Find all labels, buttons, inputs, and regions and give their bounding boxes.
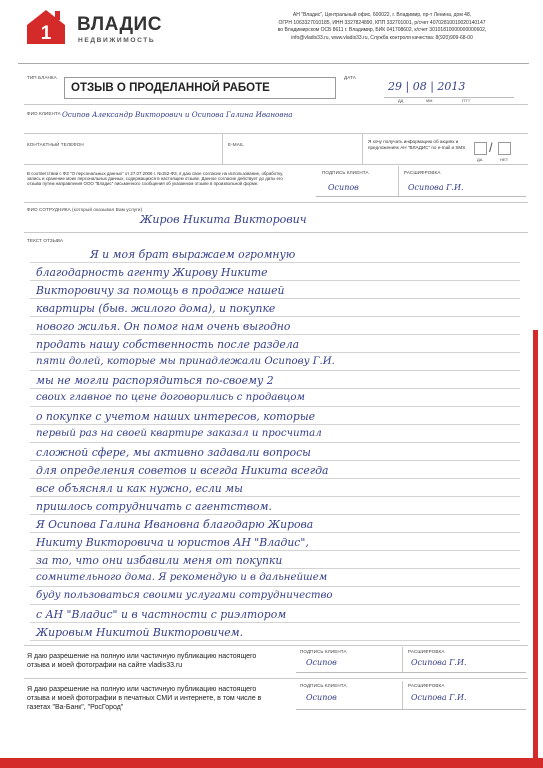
date-dd: ДД	[398, 99, 404, 103]
company-line: АН "Владис", Центральный офис, 600022, г. Владимир, пр-т Ленина, дом 48,	[292, 12, 472, 18]
review-line: продать нашу собственность после раздела	[36, 338, 300, 351]
review-area[interactable]	[30, 244, 522, 644]
review-line: Викторовичу за помощь в продаже нашей	[36, 284, 285, 297]
review-line: с АН "Владис" и в частности с риэлтором	[36, 608, 287, 621]
red-side-bar	[533, 330, 538, 768]
review-line: квартиры (быв. жилого дома), и покупке	[36, 302, 276, 315]
company-line: во Владимирском ОСБ 8611 г. Владимир, БИК 041708602, к/счет 30101810000000000602,	[277, 27, 487, 34]
type-label: ТИП БЛАНКА	[27, 75, 57, 80]
review-line: благодарность агенту Жирову Никите	[36, 266, 268, 279]
employee-label: ФИО СОТРУДНИКА (который оказывал Вам услуги)	[27, 207, 143, 212]
logo-subtext: НЕДВИЖИМОСТЬ	[78, 37, 156, 44]
company-info	[232, 12, 532, 42]
date-value: 29 | 08 | 2013	[388, 80, 466, 93]
review-line: буду пользоваться своими услугами сотрудничество	[36, 590, 333, 601]
consent2-sign-label: ПОДПИСЬ КЛИЕНТА	[300, 683, 347, 688]
title-box	[64, 77, 336, 99]
review-line: пяти долей, которые мы принадлежали Осипову Г.И.	[36, 356, 335, 367]
review-line: Жировым Никитой Викторовичем.	[36, 626, 244, 639]
sign-value: Осипов	[328, 183, 359, 192]
no-checkbox[interactable]	[498, 142, 511, 155]
decode-value: Осипова Г.И.	[408, 183, 464, 192]
sign-label: ПОДПИСЬ КЛИЕНТА	[322, 170, 369, 175]
date-yyyy: ГГГГ	[462, 99, 471, 103]
logo-text: ВЛАДИС	[77, 14, 162, 35]
review-line: сложной сфере, мы активно задавали вопросы	[36, 446, 311, 459]
review-label: ТЕКСТ ОТЗЫВА	[27, 238, 64, 243]
client-value[interactable]: Осипов Александр Викторович и Осипова Галина Ивановна	[62, 110, 293, 119]
consent1-decode: Осипова Г.И.	[411, 658, 467, 667]
red-bottom-bar	[0, 758, 543, 768]
client-label: ФИО КЛИЕНТА	[27, 111, 61, 116]
review-line: за то, что они избавили меня от покупки	[36, 554, 283, 567]
review-line: сомнительного дома. Я рекомендую и в дальнейшем	[36, 572, 328, 583]
consent-text: В соответствии с ФЗ "О персональных данных" от 27.07.2006 г. №152-ФЗ, я даю свое согласие на использование, обработку, запись и хранение моих персональных данных, содержащихся в настоящем отзыве. Данное согласие действует до даты его отзыва путем направления ООО "Владис" письменного сообщения об указанном отзыве в произвольной форме.	[27, 171, 284, 187]
review-line: первый раз на своей квартире заказал и просчитал	[36, 428, 322, 439]
review-line: своих главное по цене договорились с продавцом	[36, 392, 305, 403]
slash-separator: /	[489, 140, 493, 155]
phone-label: КОНТАКТНЫЙ ТЕЛЕФОН	[27, 142, 84, 147]
review-line: о покупке с учетом наших интересов, которые	[36, 410, 316, 423]
house-logo-icon	[25, 8, 67, 46]
svg-text:1: 1	[40, 23, 52, 44]
inform-text: Я хочу получать информацию об акциях и предложениях АН "ВЛАДИС" по e-mail и SMS	[368, 139, 466, 150]
decode-label: РАСШИФРОВКА	[404, 170, 441, 175]
review-line: пришлось сотрудничать с агентством.	[36, 500, 272, 513]
no-label: НЕТ	[500, 157, 509, 162]
consent1-sign: Осипов	[306, 658, 337, 667]
date-label: ДАТА	[344, 75, 356, 80]
consent2-decode: Осипова Г.И.	[411, 693, 467, 702]
company-line: ОГРН 1063327010185, ИНН 3327824890, КПП 332701001, р/счет 40702810010020140147	[278, 19, 486, 26]
consent1-decode-label: РАСШИФРОВКА	[408, 649, 445, 654]
yes-label: ДА	[477, 157, 483, 162]
consent2-decode-label: РАСШИФРОВКА	[408, 683, 445, 688]
email-label: E-MAIL	[228, 142, 244, 147]
review-line: нового жилья. Он помог нам очень выгодно	[36, 320, 291, 333]
consent2-text: Я даю разрешение на полную или частичную публикацию настоящего отзыва и моей фотографии в печатных СМИ и интернете, в том числе в газетах "Ва-Банк", "РосГород"	[27, 686, 262, 711]
review-line: Никиту Викторовича и юристов АН "Владис",	[36, 536, 309, 549]
review-line: все объяснял и как нужно, если мы	[36, 482, 243, 495]
form-title: ОТЗЫВ О ПРОДЕЛАННОЙ РАБОТЕ	[71, 82, 270, 94]
yes-checkbox[interactable]	[474, 142, 487, 155]
consent1-sign-label: ПОДПИСЬ КЛИЕНТА	[300, 649, 347, 654]
review-line: Я Осипова Галина Ивановна благодарю Жирова	[36, 518, 314, 531]
consent1-text: Я даю разрешение на полную или частичную публикацию настоящего отзыва и моей фотографии на сайте vladis33.ru	[27, 653, 257, 669]
company-line: info@vladis33.ru, www.vladis33.ru, Служба контроля качества: 8(920)909-68-00	[291, 34, 473, 41]
date-mm: ММ	[426, 99, 433, 103]
review-line: Я и моя брат выражаем огромную	[90, 248, 296, 261]
review-line: для определения советов и всегда Никита всегда	[36, 464, 329, 477]
logo	[25, 8, 195, 48]
review-line: мы не могли распорядиться по-своему 2	[36, 374, 274, 387]
employee-value[interactable]: Жиров Никита Викторович	[140, 213, 307, 226]
consent2-sign: Осипов	[306, 693, 337, 702]
